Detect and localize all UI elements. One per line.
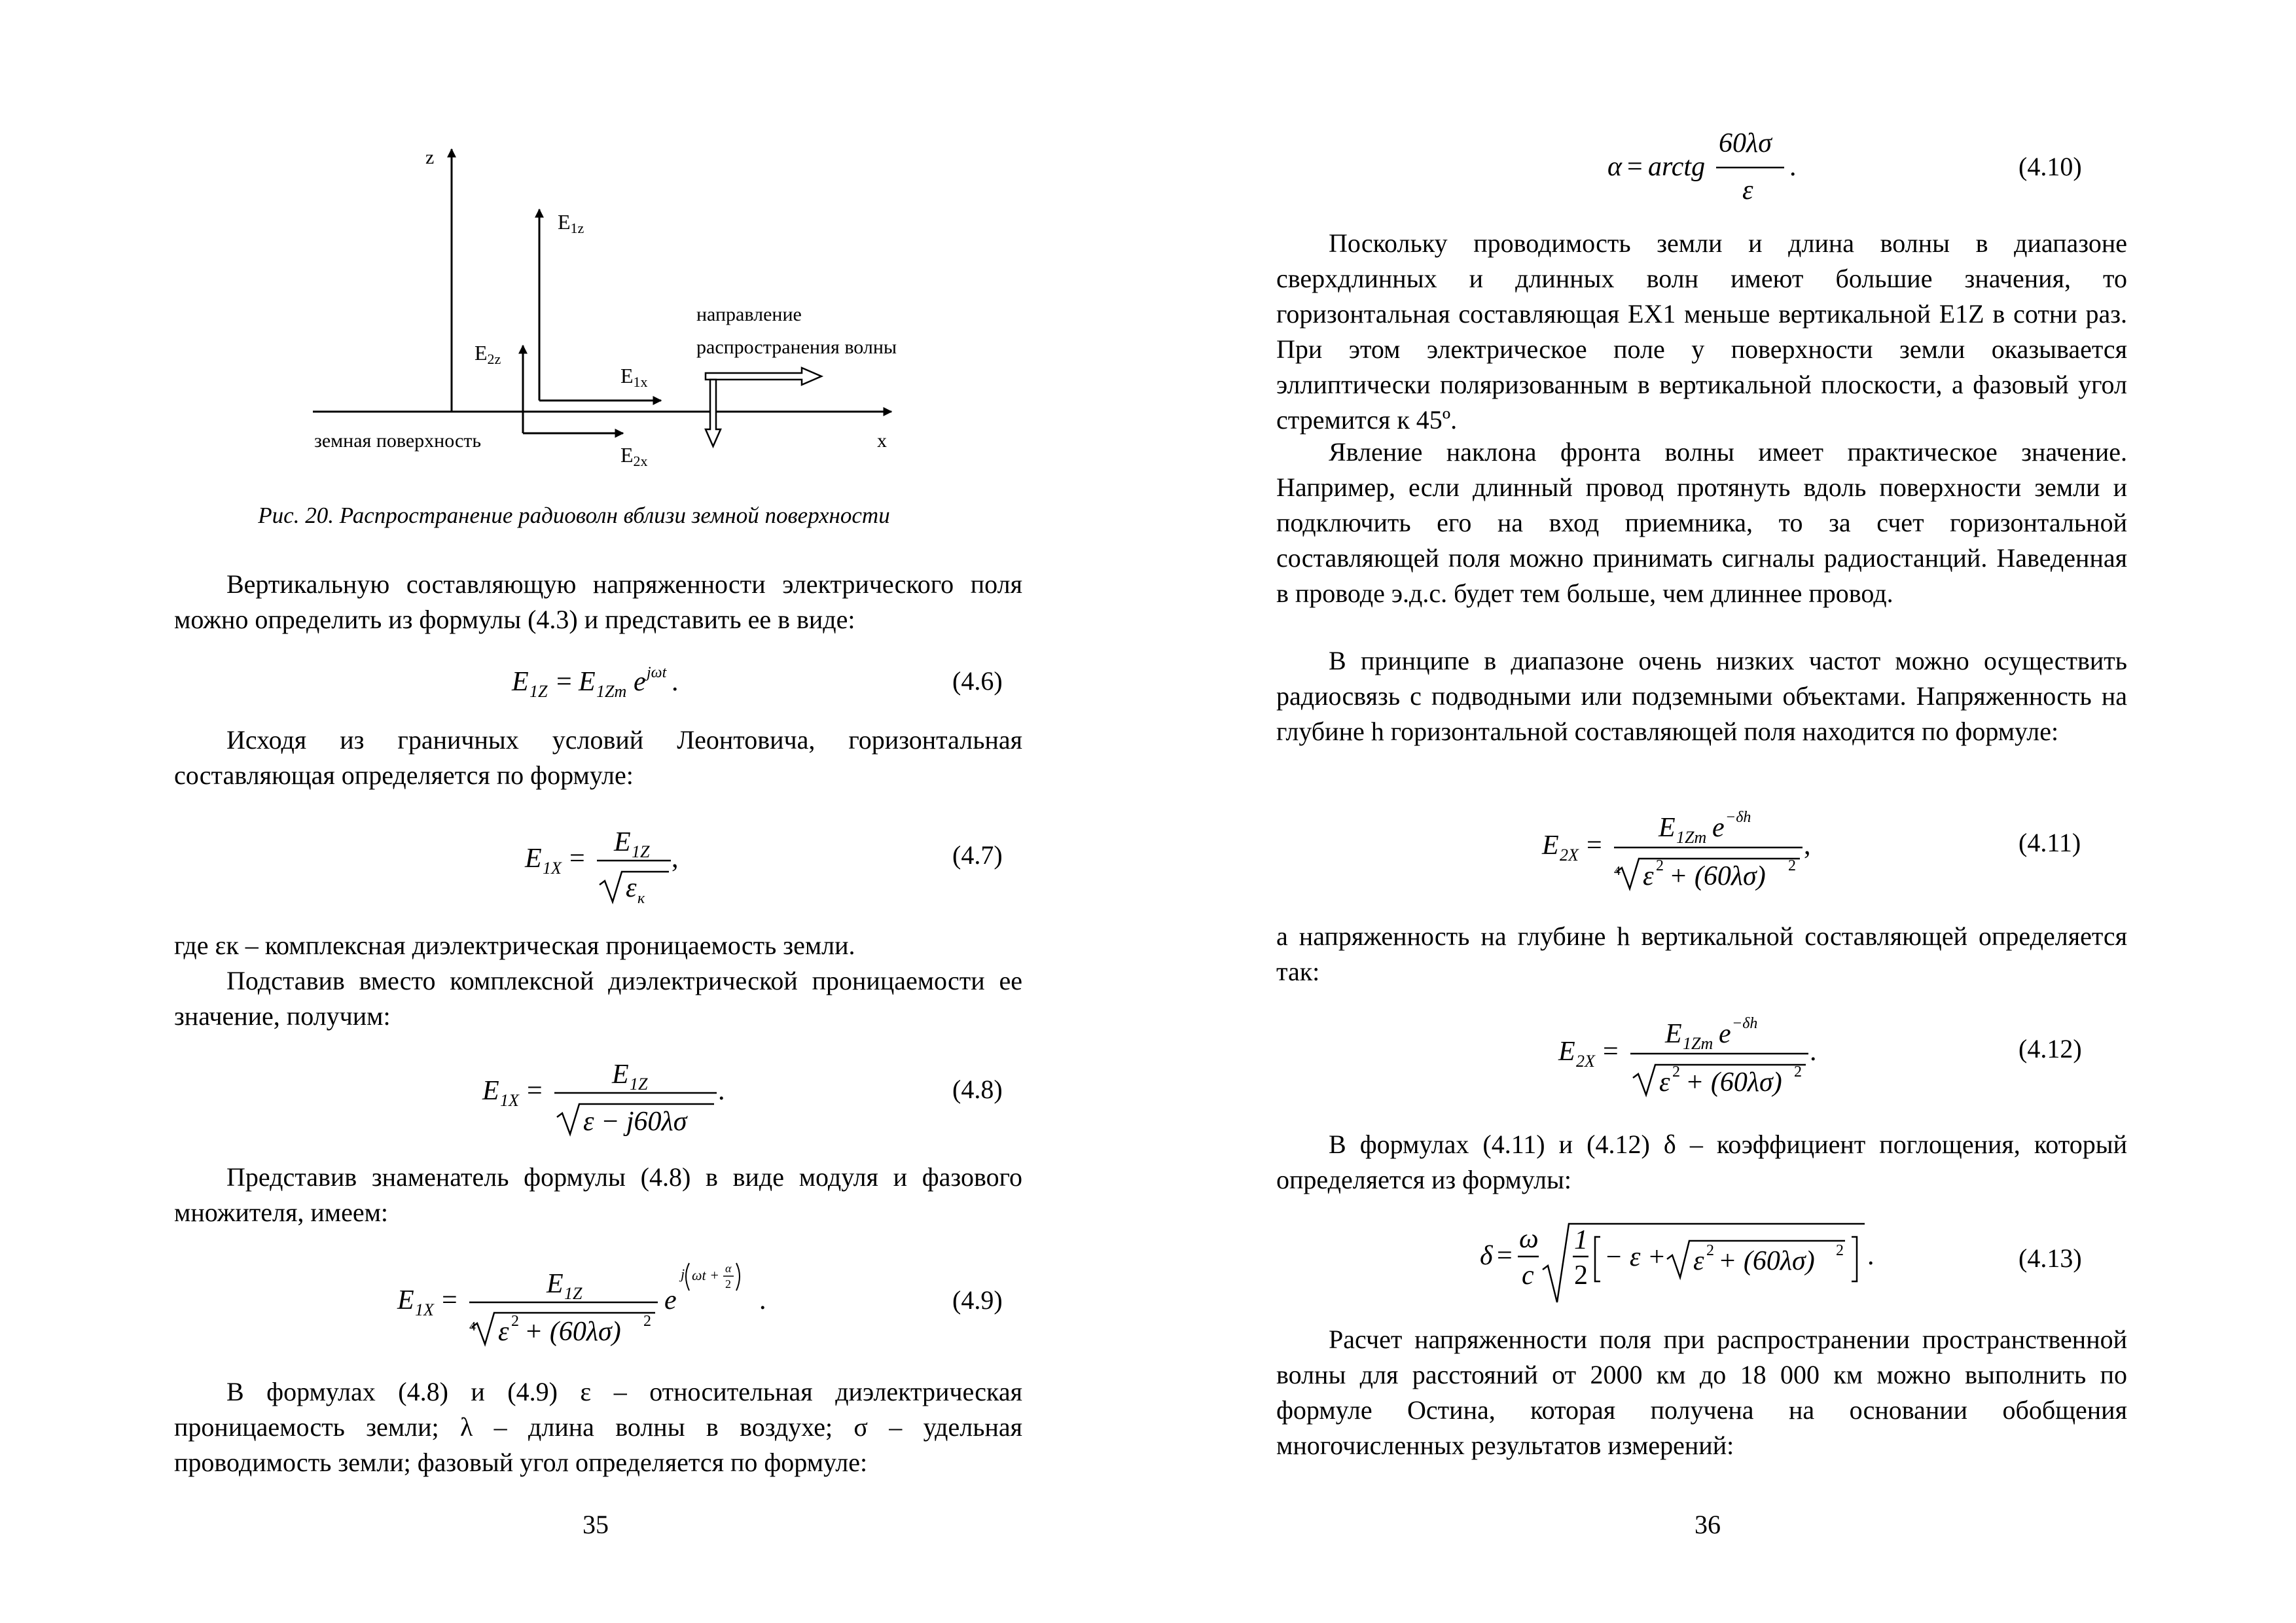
svg-text:2: 2 [1794,1063,1802,1080]
svg-text:ωt +: ωt + [692,1267,719,1283]
equation-4-12 [1557,1005,1897,1103]
page-number: 35 [583,1510,609,1539]
svg-text:+ (60λσ): + (60λσ) [1669,861,1766,891]
svg-text:α: α [725,1262,732,1275]
equation-number: (4.6) [952,666,1003,696]
svg-text:1Zm: 1Zm [1676,828,1707,847]
svg-text:ε: ε [1643,861,1654,891]
svg-text:− ε +: − ε + [1604,1242,1666,1272]
e2x-label: E2x [620,443,648,469]
svg-text:ε: ε [626,873,637,903]
svg-text:1Z: 1Z [630,1075,648,1094]
svg-text:=: = [1627,152,1643,182]
paragraph: Исходя из граничных условий Леонтовича, горизонтальная составляющая определяется по формуле: [174,725,1022,790]
svg-text:ε: ε [1742,175,1753,205]
paragraph: Подставив вместо комплексной диэлектрической проницаемости ее значение, получим: [174,966,1022,1031]
svg-text:+ (60λσ): + (60λσ) [1685,1067,1782,1097]
paragraph: Представив знаменатель формулы (4.8) в виде модуля и фазового множителя, имеем: [174,1162,1022,1227]
svg-text:2: 2 [725,1277,731,1291]
svg-text:.: . [718,1076,725,1106]
propagation-arrow-icon [706,368,821,385]
equation-number: (4.9) [952,1285,1003,1315]
svg-text:E: E [579,667,596,697]
svg-text:2: 2 [1788,857,1796,874]
direction-label-2: распространения волны [696,336,897,358]
e1x-label: E1x [620,364,648,390]
svg-text:ε: ε [498,1317,509,1347]
direction-label-1: направление [696,304,802,325]
svg-text:.: . [1810,1037,1817,1067]
svg-text:E: E [547,1269,564,1299]
svg-text:jωt: jωt [647,664,667,681]
paragraph: где εк – комплексная диэлектрическая проницаемость земли. [174,931,855,960]
svg-text:E: E [612,1060,629,1090]
svg-text:1X: 1X [500,1091,519,1110]
svg-text:e: e [1719,1019,1731,1049]
svg-text:,: , [1804,830,1811,861]
paragraph: а напряженность на глубине h вертикальной составляющей определяется так: [1276,921,2127,986]
equation-4-8 [481,1044,743,1142]
svg-text:2: 2 [1672,1063,1680,1080]
svg-text:2X: 2X [1560,846,1579,865]
svg-text:2: 2 [1706,1242,1714,1259]
paragraph: В принципе в диапазоне очень низких частот можно осуществить радиосвязь с подводными или подземными объектами. Напряженность на глубине h горизонтальной составляющей поля находится по формуле: [1276,646,2127,746]
svg-text:+ (60λσ): + (60λσ) [524,1317,621,1347]
svg-text:E: E [1542,830,1559,861]
svg-text:.: . [1867,1241,1874,1271]
svg-text:4: 4 [1614,864,1621,878]
svg-text:2: 2 [643,1313,651,1330]
svg-text:ω: ω [1519,1224,1539,1254]
svg-text:+ (60λσ): + (60λσ) [1718,1246,1815,1276]
equation-number: (4.10) [2018,152,2082,181]
svg-text:−δh: −δh [1732,1015,1758,1032]
svg-text:j: j [681,1266,685,1282]
svg-text:1Z: 1Z [632,842,650,861]
equation-4-13 [1479,1204,1884,1309]
svg-text:E: E [397,1285,414,1315]
svg-text:1Z: 1Z [564,1284,583,1303]
svg-text:=: = [1603,1037,1619,1067]
svg-text:−δh: −δh [1725,809,1751,826]
svg-text:=: = [1497,1241,1513,1271]
svg-text:4: 4 [469,1319,476,1334]
svg-text:E: E [1659,813,1676,843]
svg-text:2: 2 [1574,1260,1588,1291]
svg-text:1X: 1X [415,1300,434,1319]
svg-text:arctg: arctg [1648,152,1706,182]
svg-text:=: = [1587,830,1602,861]
surface-label: земная поверхность [314,430,482,452]
svg-text:E: E [482,1076,499,1106]
svg-text:E: E [512,667,529,697]
svg-text:.: . [672,667,679,697]
svg-text:=: = [527,1076,543,1106]
svg-text:e: e [634,667,646,697]
svg-text:1Zm: 1Zm [1683,1034,1713,1053]
paragraph: В формулах (4.8) и (4.9) ε – относительная диэлектрическая проницаемость земли; λ – длина волны в воздухе; σ – удельная проводимость земли; фазовый угол определяется по формуле: [174,1377,1022,1477]
paragraph: Расчет напряженности поля при распространении пространственной волны для расстояний от 2000 км до 18 000 км можно выполнить по формуле Остина, которая получена на основании обобщения многочисленных результатов измерений: [1276,1325,2127,1460]
equation-number: (4.12) [2018,1034,2082,1063]
svg-text:c: c [1522,1260,1534,1291]
svg-text:e: e [664,1285,677,1315]
svg-text:α: α [1607,152,1623,182]
svg-text:ε − j60λσ: ε − j60λσ [583,1107,687,1137]
svg-text:1X: 1X [543,859,562,878]
down-arrow-icon [706,380,721,446]
equation-number: (4.8) [952,1075,1003,1104]
figure-caption: Рис. 20. Распространение радиоволн вблизи земной поверхности [258,503,890,528]
right-page [1148,0,2296,1623]
svg-text:1Zm: 1Zm [596,682,627,701]
equation-4-10 [1606,124,1842,216]
equation-number: (4.7) [952,840,1003,870]
svg-text:2: 2 [511,1313,519,1330]
svg-text:δ: δ [1480,1241,1493,1271]
equation-4-7 [524,812,694,910]
svg-text:E: E [614,827,631,857]
equation-4-11 [1541,798,1881,897]
equation-number: (4.11) [2018,828,2081,857]
equation-4-9 [396,1243,789,1355]
e2z-label: E2z [475,341,501,367]
page-number: 36 [1695,1510,1721,1539]
z-axis-label: z [425,147,435,168]
svg-text:E: E [1558,1037,1575,1067]
svg-text:2: 2 [1656,857,1664,874]
svg-text:60λσ: 60λσ [1719,128,1772,158]
svg-text:к: к [637,890,645,907]
svg-text:.: . [759,1285,766,1315]
equation-number: (4.13) [2018,1243,2082,1273]
svg-text:ε: ε [1659,1067,1670,1097]
svg-text:E: E [525,844,542,874]
paragraph: Поскольку проводимость земли и длина волны в диапазоне сверхдлинных и длинных волн имеют большие значения, то горизонтальная составляющая EX1 меньше вертикальной E1Z в сотни раз. При этом электрическое поле у поверхности земли оказывается эллиптически поляризованным в вертикальной плоскости, а фазовый угол стремится к 45º. [1276,228,2127,435]
svg-text:E: E [1665,1019,1682,1049]
svg-text:,: , [672,844,679,874]
svg-text:ε: ε [1693,1246,1704,1276]
svg-text:2X: 2X [1576,1052,1595,1071]
paragraph: Явление наклона фронта волны имеет практическое значение. Например, если длинный провод протянуть вдоль поверхности земли и подключить его на вход приемника, то за счет горизонтальной составляющей поля можно принимать сигналы радиостанций. Наведенная в проводе э.д.с. будет тем больше, чем длиннее провод. [1276,437,2127,608]
svg-text:e: e [1712,813,1725,843]
e1z-label: E1z [558,210,584,236]
svg-text:1: 1 [1574,1225,1588,1255]
figure-20 [0,0,1148,497]
svg-text:.: . [1789,152,1797,182]
paragraph: Вертикальную составляющую напряженности электрического поля можно определить из формулы (4.3) и представить ее в виде: [174,569,1022,634]
svg-text:=: = [556,667,572,697]
svg-text:=: = [569,844,585,874]
x-axis-label: x [877,430,887,452]
svg-text:=: = [442,1285,457,1315]
svg-text:1Z: 1Z [529,682,548,701]
paragraph: В формулах (4.11) и (4.12) δ – коэффициент поглощения, который определяется из формулы: [1276,1130,2127,1194]
equation-4-6 [511,658,720,704]
svg-text:2: 2 [1836,1242,1844,1259]
